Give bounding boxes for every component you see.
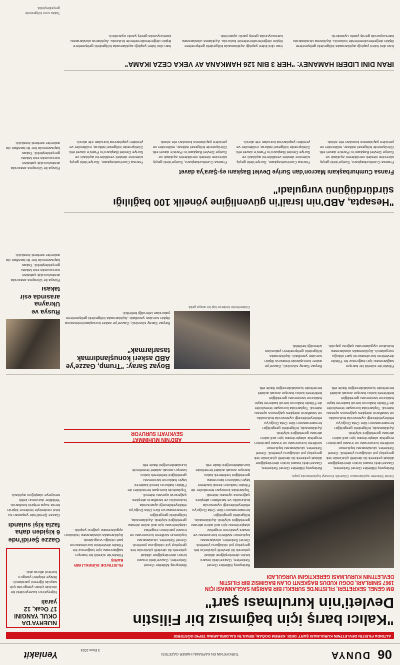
main-body — [64, 448, 250, 568]
section-title: DÜNYA — [330, 649, 370, 660]
top-strip: ALTINDA FİLİSTİN DEVLETİ'NİN KURULMASI ŞART' DEDİ. KEREM DOĞAN, İSRAİL'İN SALDIRILARINA TEPKİ GÖSTERDİ — [6, 632, 394, 639]
masthead — [0, 643, 400, 665]
divider — [6, 374, 394, 375]
divider — [64, 212, 394, 213]
main-body-col: Birleşmiş Milletler Genel Sekreteri, Gazze'deki insani krizin derinleştiğine dikkat çekerek iki devletli çözümün tek gerçekçi yol olduğunu yineledi. Genel Sekreter, uluslararası toplumun sivillerin korunması ve insani yardımın engelsiz ulaştırılması için acil adım atması gerektiğini söyledi. Açıklamada, bölgedeki gerginliğin tırmanmasının tüm Orta Doğu'yu etkileyebileceği uyarısında bulunuldu ve tarafların ateşkes çağrısına uyması istendi. Toplantıda konuşan temsilciler de Filistin halkının kendi kaderini tayin hakkının tanınması gerektiğini belirterek kalıcı barışın ancak adalet temelinde kurulabileceğini ifade etti. — [326, 386, 394, 471]
date-box — [6, 548, 60, 628]
logo: Yeniakit — [23, 650, 58, 660]
ukraine-headline: Rusya ve Ukrayna arasında esir takası — [19, 285, 60, 315]
israel-headline: "Hesapta, ABD'nin İsrail'in güvenliğine yönelik 100 bağlılığı sürdürdüğünü vurguladı" — [113, 184, 394, 207]
left-col: Filistin'de sürekli bir barışın sağlanması için bağımsız bir Filistin devletinin kurulmasının şart olduğu vurgulandı. Açıklamada uluslararası hukukun uygulanması çağrısı yapıldı. — [327, 344, 394, 369]
main-deck — [164, 571, 394, 591]
deck-line: 1967 SINIRLARI, DOĞU KUDÜS BAŞKENTİ OLAN BAĞIMSIZ BİR FİLİSTİN — [219, 579, 394, 585]
red-box — [64, 429, 250, 443]
red-box-line: SEVKİYATI SÜRÜYOR — [131, 430, 183, 436]
story-gaza-us — [64, 219, 170, 369]
deck-line: DEVLETİ'NİN KURULMASI GEREKTİĞİNİ VURGULADI — [266, 573, 394, 579]
left-col: Beyaz Saray sözcüsü, Gazze'ye asker konuşlandırılmasına ilişkin soruları yanıtladı. Açıklamada bölgedeki gelişmelerin yakından izlendiği belirtildi. — [264, 344, 322, 369]
side-body: Filistin'de sürekli bir barışın sağlanması için bağımsız bir Filistin devletinin kurulmasının şart olduğu vurgulandı. Açıklamada uluslararası hukukun uygulanması çağrısı yapıldı. — [64, 528, 124, 558]
israel-col: Fransa Cumhurbaşkanı, Suriye'deki geçiş sürecine destek verdiklerini açıkladı ve Suriye Devlet Başkanı'nı Paris'e davet etti. Görüşmede bölgesel istikrar, mülteciler ve yeniden yapılanma konuları ele alındı. — [235, 140, 311, 165]
main-photo-caption: Genel Sekreter açıklamasını Güvenlik Konseyi toplantısında yaptı. — [291, 474, 394, 478]
date-box-body: Nijerya'nın kuzeyindeki bir okulda çıkan yangında çok sayıda öğrenci yaralandı. İtfaiye ekipleri yangını kontrol altına aldı. — [9, 570, 57, 595]
israel-subhead: Fransa Cumhurbaşkanı Macron'dan Suriye Devlet Başkanı eş-Şara'ya davet — [179, 168, 394, 174]
red-box-line: ABD'NİN MÜHİMMAT — [132, 436, 182, 442]
iran-headline: İRAN DİNİ LİDERİ HAMANEY: "HER 3 BİN 126 HAMKANA AY VEKA CEZA İKAMA" — [124, 60, 394, 67]
israel-body — [64, 75, 394, 165]
israel-col: Fransa Cumhurbaşkanı, Suriye'deki geçiş sürecine destek verdiklerini açıkladı ve Suriye Devlet Başkanı'nı Paris'e davet etti. Görüşmede bölgesel istikrar, mülteciler ve yeniden yapılanma konuları ele alındı. — [318, 140, 394, 165]
page-number: 06 — [377, 647, 392, 662]
tagline: TÜRKİYE'NİN EN KAPSAMLI HABER GAZETESİ — [161, 652, 239, 656]
iran-col: İran dini lideri yaptığı açıklamada bölgedeki gelişmelere ilişkin değerlendirmelerde bulundu. Açıklama uluslararası kamuoyunda geniş yankı uyandırdı. — [293, 34, 394, 49]
gaza-water-headline: Gazze Şeridi'nde 6 kişiden daha fazla kişi sulandı — [8, 521, 60, 543]
deck-line: BM GENEL SEKRETERİ, FİLİSTİN'DE SÜREKLİ BİR BARIŞIN SAĞLANMASI İÇİN — [204, 585, 394, 591]
ukraine-body: Rusya ile Ukrayna arasında arabuluculuk çabaları sonucunda esir takası gerçekleştirildi. Takas kapsamında her iki taraftan da askerler serbest bırakıldı. — [6, 253, 60, 283]
israel-col: Fransa Cumhurbaşkanı, Suriye'deki geçiş sürecine destek verdiklerini açıkladı ve Suriye Devlet Başkanı'nı Paris'e davet etti. Görüşmede bölgesel istikrar, mülteciler ve yeniden yapılanma konuları ele alındı. — [68, 140, 144, 165]
side-story — [64, 448, 123, 568]
main-body-col: Birleşmiş Milletler Genel Sekreteri, Gazze'deki insani krizin derinleştiğine dikkat çekerek iki devletli çözümün tek gerçekçi yol olduğunu yineledi. Genel Sekreter, uluslararası toplumun sivillerin korunması ve insani yardımın engelsiz ulaştırılması için acil adım atması gerektiğini söyledi. Açıklamada, bölgedeki gerginliğin tırmanmasının tüm Orta Doğu'yu etkileyebileceği uyarısında bulunuldu ve tarafların ateşkes çağrısına uyması istendi. Toplantıda konuşan temsilciler de Filistin halkının kendi kaderini tayin hakkının tanınması gerektiğini belirterek kalıcı barışın ancak adalet temelinde kurulabileceğini ifade etti. — [190, 463, 250, 568]
story-gaza-water — [6, 423, 60, 543]
iran-body — [64, 5, 394, 49]
gaza-us-headline: Boyaz Saray: "Trump, Gazze'ye ABD askeri konuşlandırmak tasarlarmak" — [65, 346, 170, 369]
gaza-us-body: Beyaz Saray sözcüsü, Gazze'ye asker konuşlandırılmasına ilişkin soruları yanıtladı. Açıklamada bölgedeki gelişmelerin yakından izlendiği belirtildi. — [64, 311, 170, 326]
side-subhead: FİLİSTİN'DE SÜREKLİ BİR BARIŞ — [73, 558, 124, 568]
soldiers-photo — [6, 319, 60, 369]
main-headline: "Kalıcı barış için bağımsız bir Filistin Devleti'nin kurulması şart" — [132, 594, 394, 628]
story-israel — [64, 177, 394, 207]
iran-col: İran dini lideri yaptığı açıklamada bölgedeki gelişmelere ilişkin değerlendirmelerde bulundu. Açıklama uluslararası kamuoyunda geniş yankı uyandırdı. — [70, 34, 172, 49]
main-body-col: Birleşmiş Milletler Genel Sekreteri, Gazze'deki insani krizin derinleştiğine dikkat çekerek iki devletli çözümün tek gerçekçi yol olduğunu yineledi. Genel Sekreter, uluslararası toplumun sivillerin korunması ve insani yardımın engelsiz ulaştırılması için acil adım atması gerektiğini söyledi. Açıklamada, bölgedeki gerginliğin tırmanmasının tüm Orta Doğu'yu etkileyebileceği uyarısında bulunuldu ve tarafların ateşkes çağrısına uyması istendi. Toplantıda konuşan temsilciler de Filistin halkının kendi kaderini tayin hakkının tanınması gerektiğini belirterek kalıcı barışın ancak adalet temelinde kurulabileceğini ifade etti. — [127, 463, 187, 568]
main-body-col: Birleşmiş Milletler Genel Sekreteri, Gazze'deki insani krizin derinleştiğine dikkat çekerek iki devletli çözümün tek gerçekçi yol olduğunu yineledi. Genel Sekreter, uluslararası toplumun sivillerin korunması ve insani yardımın engelsiz ulaştırılması için acil adım atması gerektiğini söyledi. Açıklamada, bölgedeki gerginliğin tırmanmasının tüm Orta Doğu'yu etkileyebileceği uyarısında bulunuldu ve tarafların ateşkes çağrısına uyması istendi. Toplantıda konuşan temsilciler de Filistin halkının kendi kaderini tayin hakkının tanınması gerektiğini belirterek kalıcı barışın ancak adalet temelinde kurulabileceğini ifade etti. — [254, 386, 322, 471]
gaza-water-body: Gazze Şeridi'nde yaşanan su krizi nedeniyle binlerce kişinin temiz suya erişimi kısıtlandı. Yetkililer durumun kritik seviyeye ulaştığını açıkladı. — [7, 493, 60, 519]
left-columns — [254, 219, 394, 369]
issue-date: 3 Ekim 2024 — [80, 648, 100, 652]
soldiers-photo-caption: Takas sınır bölgesinde gerçekleştirildi. — [25, 6, 60, 15]
protest-photo — [174, 311, 250, 369]
protest-photo-caption: Gösterilerde binlerce kişi bir araya geldi. — [187, 305, 250, 309]
main-photo — [254, 480, 394, 568]
main-body-continued — [254, 381, 394, 471]
date-box-headline: NİJERYA'DA OKUL YANGINI 17 Ocak, 12 yaralı — [14, 598, 57, 625]
divider — [64, 70, 394, 71]
israel-col: Fransa Cumhurbaşkanı, Suriye'deki geçiş sürecine destek verdiklerini açıkladı ve Suriye Devlet Başkanı'nı Paris'e davet etti. Görüşmede bölgesel istikrar, mülteciler ve yeniden yapılanma konuları ele alındı. — [151, 140, 227, 165]
iran-col: İran dini lideri yaptığı açıklamada bölgedeki gelişmelere ilişkin değerlendirmelerde bulundu. Açıklama uluslararası kamuoyunda geniş yankı uyandırdı. — [181, 34, 283, 49]
right-bottom-col: Rusya ile Ukrayna arasında arabuluculuk çabaları sonucunda esir takası gerçekleştirildi. Takas kapsamında her iki taraftan da askerler serbest bırakıldı. — [6, 141, 60, 171]
story-ukraine — [6, 175, 60, 315]
